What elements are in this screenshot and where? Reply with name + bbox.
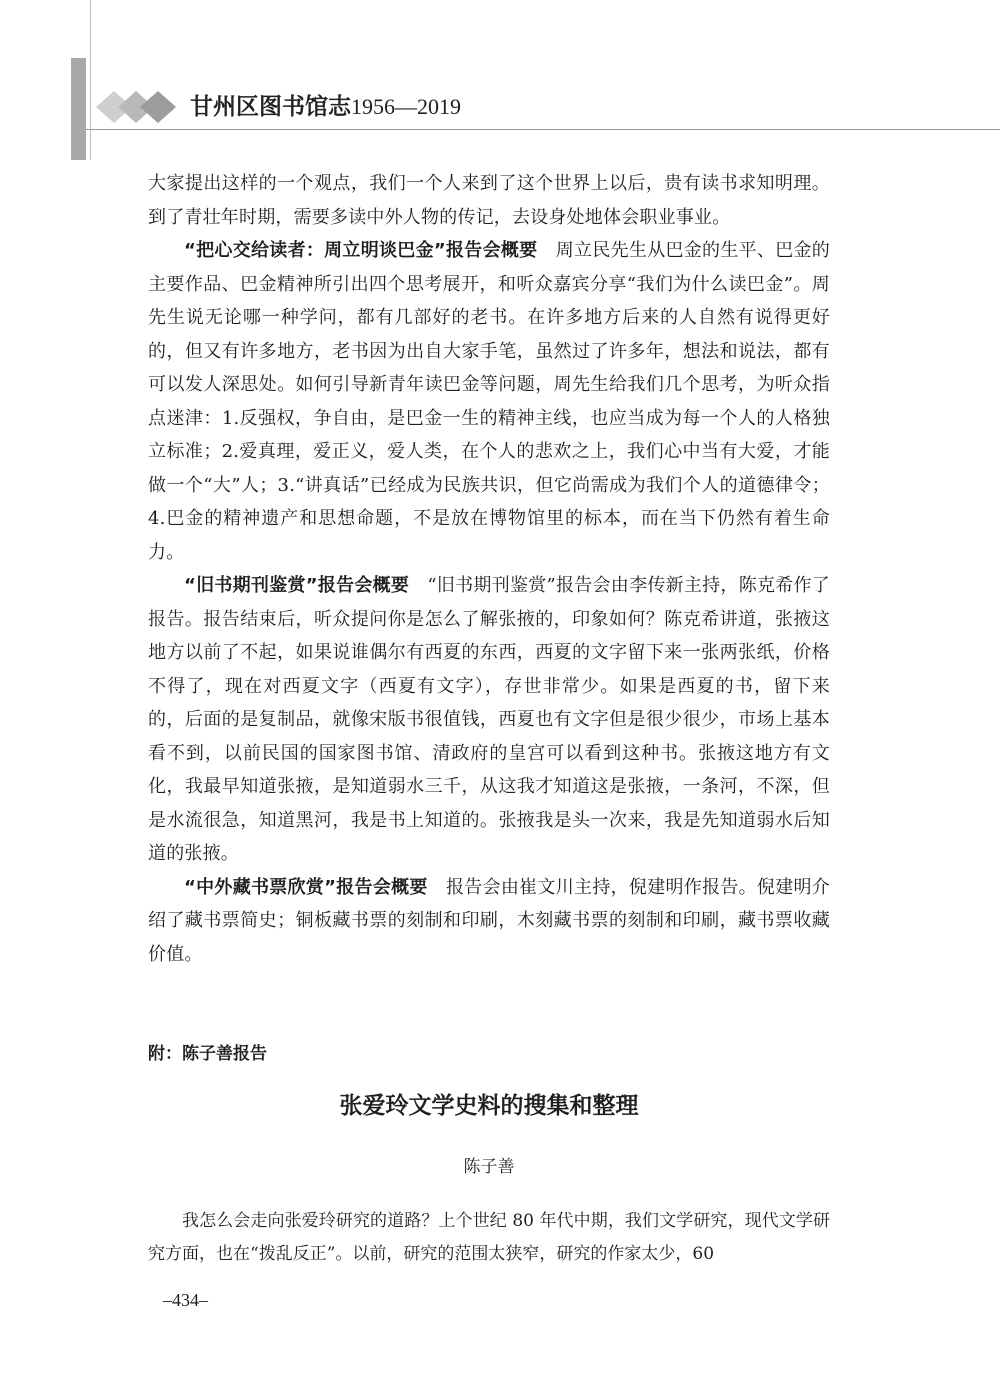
- gutter-bar: [71, 58, 86, 160]
- paragraph-3-heading: “旧书期刊鉴赏”报告会概要: [184, 575, 410, 596]
- paragraph-2-text: 周立民先生从巴金的生平、巴金的主要作品、巴金精神所引出四个思考展开，和听众嘉宾分享“我们为什么读巴金”。周先生说无论哪一种学问，都有几部好的老书。在许多地方后来的人自然有说得更好的，但又有许多地方，老书因为出自大家手笔，虽然过了许多年，想法和说法，都有可以发人深思处。如何引导新青年读巴金等问题，周先生给我们几个思考，为听众指点迷津：1.反强权，争自由，是巴金一生的精神主线，也应当成为每一个人的人格独立标准；2.爱真理，爱正义，爱人类，在个人的悲欢之上，我们心中当有大爱，才能做一个“大”人；3.“讲真话”已经成为民族共识，但它尚需成为我们个人的道德律令；4.巴金的精神遗产和思想命题，不是放在博物馆里的标本，而在当下仍然有着生命力。: [148, 240, 830, 563]
- article-title: 张爱玲文学史料的搜集和整理: [339, 1093, 639, 1119]
- gutter-line: [90, 0, 91, 160]
- article-body: [148, 1205, 830, 1271]
- running-header-title: [190, 92, 461, 122]
- article-paragraph: 我怎么会走向张爱玲研究的道路？上个世纪 80 年代中期，我们文学研究，现代文学研究方面，也在“拨乱反正”。以前，研究的范围太狭窄，研究的作家太少，60: [148, 1211, 830, 1264]
- paragraph-3-text: “旧书期刊鉴赏”报告会由李传新主持，陈克希作了报告。报告结束后，听众提问你是怎么了解张掖的，印象如何？陈克希讲道，张掖这地方以前了不起，如果说谁偶尔有西夏的东西，西夏的文字留下来一张两张纸，价格不得了，现在对西夏文字（西夏有文字），存世非常少。如果是西夏的书，留下来的，后面的是复制品，就像宋版书很值钱，西夏也有文字但是很少很少，市场上基本看不到，以前民国的国家图书馆、清政府的皇宫可以看到这种书。张掖这地方有文化，我最早知道张掖，是知道弱水三千，从这我才知道这是张掖，一条河，不深，但是水流很急，知道黑河，我是书上知道的。张掖我是头一次来，我是先知道弱水后知道的张掖。: [148, 575, 830, 864]
- header-rule: [86, 129, 1000, 130]
- appendix-label: 附：陈子善报告: [148, 1044, 267, 1064]
- paragraph-1-text: 大家提出这样的一个观点，我们一个人来到了这个世界上以后，贵有读书求知明理。到了青壮年时期，需要多读中外人物的传记，去设身处地体会职业事业。: [148, 173, 830, 228]
- paragraph-4-heading: “中外藏书票欣赏”报告会概要: [184, 876, 428, 898]
- header-years: 1956—2019: [351, 94, 461, 119]
- paragraph-4-text: 报告会由崔文川主持，倪建明作报告。倪建明介绍了藏书票简史；铜板藏书票的刻制和印刷，木刻藏书票的刻制和印刷，藏书票收藏价值。: [148, 876, 830, 965]
- paragraph-1: [148, 167, 830, 234]
- body-text: [148, 167, 830, 971]
- paragraph-2-heading: “把心交给读者：周立明谈巴金”报告会概要: [184, 240, 538, 261]
- paragraph-3: [148, 569, 830, 871]
- paragraph-2: [148, 234, 830, 569]
- header-title-text: 甘州区图书馆志: [190, 94, 351, 120]
- paragraph-4: [148, 871, 830, 972]
- article-author: 陈子善: [463, 1157, 515, 1177]
- header-diamond-icon: [96, 89, 186, 125]
- page-number: –434–: [163, 1290, 208, 1310]
